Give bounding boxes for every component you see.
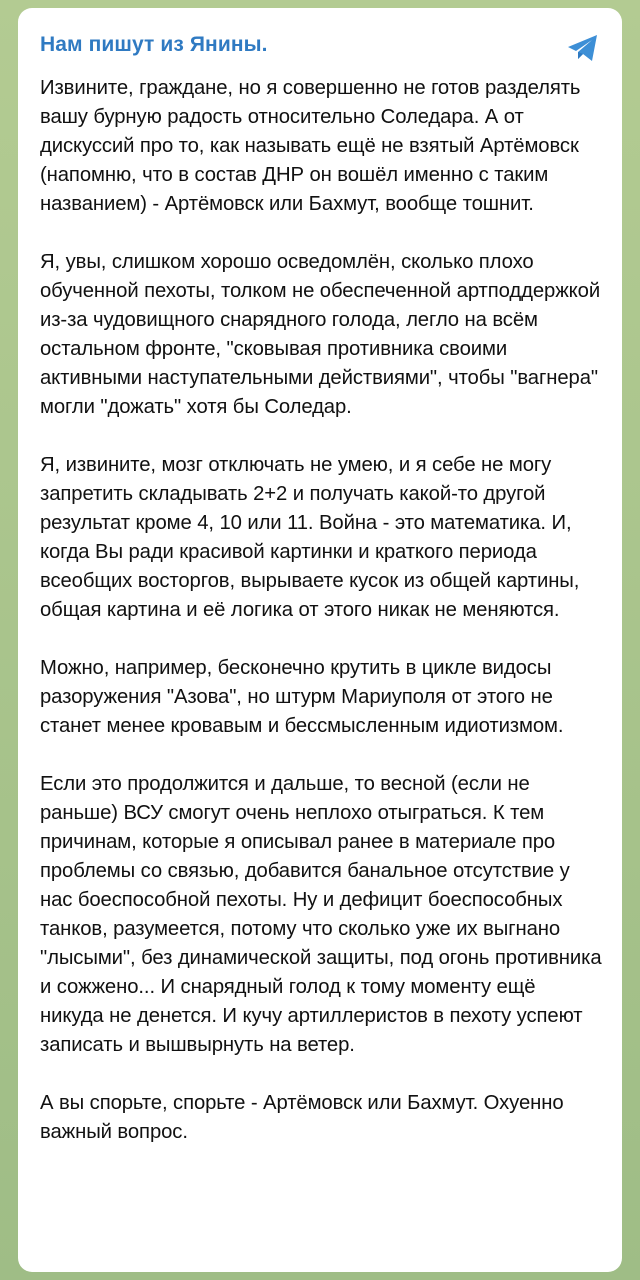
message-paragraph: Можно, например, бесконечно крутить в цикле видосы разоружения "Азова", но штурм Мариуполя от этого не станет менее кровавым и бессмысленным идиотизмом.	[40, 657, 564, 737]
message-header	[40, 22, 602, 64]
message-paragraph: Если это продолжится и дальше, то весной (если не раньше) ВСУ смогут очень неплохо отыграться. К тем причинам, которые я описывал ранее в материале про проблемы со связью, добавится банальное отсутствие у нас боеспособной пехоты. Ну и дефицит боеспособных танков, разумеется, потому что сколько уже их выгнано "лысыми", без динамической защиты, под огонь противника и сожжено... И снарядный голод к тому моменту ещё никуда не денется. И кучу артиллеристов в пехоту успеют записать и вышвырнуть на ветер.	[40, 773, 602, 1056]
message-paragraph: Извините, граждане, но я совершенно не готов разделять вашу бурную радость относительно Соледара. А от дискуссий про то, как называть ещё не взятый Артёмовск (напомню, что в состав ДНР он вошёл именно с таким названием) - Артёмовск или Бахмут, вообще тошнит.	[40, 77, 581, 215]
message-paragraph: Я, извините, мозг отключать не умею, и я себе не могу запретить складывать 2+2 и получать какой-то другой результат кроме 4, 10 или 11. Война - это математика. И, когда Вы ради красивой картинки и краткого периода всеобщих восторгов, вырываете кусок из общей картины, общая картина и её логика от этого никак не меняются.	[40, 454, 580, 621]
telegram-plane-icon[interactable]	[566, 32, 600, 64]
message-paragraph: Я, увы, слишком хорошо осведомлён, сколько плохо обученной пехоты, толком не обеспеченной артподдержкой из-за чудовищного снарядного голода, легло на всём остальном фронте, "сковывая противника своими активными наступательными действиями", чтобы "вагнера" могли "дожать" хотя бы Соледар.	[40, 251, 601, 418]
message-bubble	[18, 8, 622, 1272]
message-text	[40, 74, 602, 1147]
channel-name-link[interactable]: Нам пишут из Янины.	[40, 33, 268, 56]
message-paragraph: А вы спорьте, спорьте - Артёмовск или Бахмут. Охуенно важный вопрос.	[40, 1092, 564, 1143]
